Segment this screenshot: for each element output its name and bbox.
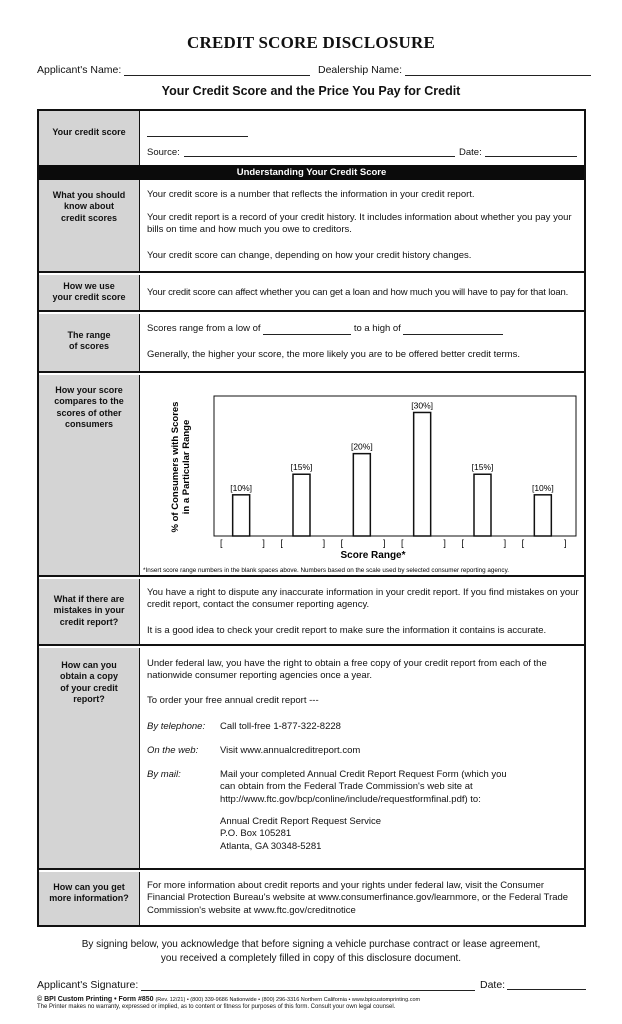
chart-ylabel-line-1: % of Consumers with Scores [170,401,181,533]
chart-tick-label-open: [ [340,538,344,548]
credit-score-field[interactable] [147,124,248,137]
chart-data-label: [20%] [350,441,373,452]
mistakes-label-cell [39,579,140,644]
dealership-name-field[interactable] [405,65,591,76]
more-info-label-cell [39,872,140,925]
know-label-cell [39,180,140,271]
applicant-name-field[interactable] [124,65,310,76]
order-telephone-label: By telephone: [147,721,206,732]
more-info-content [140,872,584,925]
disclosure-form [37,109,586,927]
score-distribution-chart [140,375,584,577]
copy-row [39,648,584,870]
chart-data-label: [10%] [531,482,554,493]
understanding-band: Understanding Your Credit Score [39,165,584,180]
chart-ylabel-line-2: in a Particular Range [181,419,192,515]
dealership-name-label: Dealership Name: [318,64,403,76]
know-content [140,180,584,271]
know-label-line: credit scores [60,212,118,223]
know-label-line: know about [64,201,114,212]
chart-footnote: *Insert score range numbers in the blank spaces above. Numbers based on the scale used by selected consumer reporting agency. [143,567,510,574]
copy-label-line: obtain a copy [59,671,118,682]
document-title: CREDIT SCORE DISCLOSURE [186,33,436,52]
order-web-label: On the web: [147,745,199,756]
chart-tick-label-close: ] [262,538,265,548]
use-content [140,275,584,310]
chart-bar [414,412,431,536]
range-high-field[interactable] [403,325,503,335]
know-paragraph-2: Your credit report is a record of your credit history. It includes information about whether you pay your bills on time and how much you owe to creditors. [147,212,572,236]
more-info-label-line: more information? [49,893,129,904]
compare-label-cell [39,375,140,575]
mail-address [220,816,580,853]
applicant-signature-field[interactable] [141,980,475,991]
chart-tick-label-close: ] [503,538,507,548]
chart-marks [220,400,567,548]
document-subtitle: Your Credit Score and the Price You Pay for Credit [161,84,461,98]
mail-address-line: Annual Credit Report Request Service [220,816,382,827]
footer-line-1 [37,996,420,1003]
copy-label-line: How can you [61,660,117,670]
footer-line-2: The Printer makes no warranty, expressed or implied, as to content or fitness for purposes of this form. Consult your own legal counsel. [37,1004,396,1010]
chart-data-label: [15%] [471,462,494,473]
chart-tick-label-close: ] [443,538,446,548]
range-label-line: of scores [68,341,110,352]
credit-score-label-cell [39,111,140,165]
mistakes-content [140,579,584,644]
copy-label-line: of your credit [60,682,118,693]
more-info-row [39,872,584,925]
chart-tick-label-open: [ [220,538,223,548]
chart-tick-label-open: [ [461,538,464,548]
score-date-label: Date: [459,147,482,158]
chart-bar [534,495,551,536]
order-mail-label: By mail: [147,769,181,780]
chart-xlabel: Score Range* [340,550,406,561]
applicant-name-row [37,64,310,76]
chart-data-label: [15%] [290,462,313,473]
mistakes-label-line: mistakes in your [53,605,125,616]
copy-label-line: report? [73,693,105,704]
order-telephone-value: Call toll-free 1-877-322-8228 [220,721,341,732]
use-label-line: How we use [63,281,115,291]
mistakes-label-line: What if there are [53,594,125,604]
compare-content [140,375,584,575]
compare-label-line: consumers [64,418,114,429]
copy-paragraph-1: Under federal law, you have the right to obtain a free copy of your credit report from each of the nationwide consumer reporting agencies once a year. [147,658,547,682]
mistakes-paragraph-1: You have a right to dispute any inaccurate information in your credit report. If you find mistakes on your credit report, contact the consumer reporting agency. [147,587,579,611]
compare-label-line: scores of other [56,407,122,418]
credit-score-row [39,111,584,165]
order-mail-value: Mail your completed Annual Credit Report Request Form (which you can obtain from the Federal Trade Commission's web site at http://www.ftc.gov/bcp/conline/include/requestformfinal.pdf) to: [220,769,507,805]
compare-row [39,375,584,577]
chart-tick-label-open: [ [521,538,525,548]
know-paragraph-1: Your credit score is a number that reflects the information in your credit report. [147,189,475,200]
applicant-signature-label: Applicant's Signature: [37,979,139,991]
order-web-value: Visit www.annualcreditreport.com [220,745,361,756]
know-row [39,180,584,273]
chart-bar [293,474,310,536]
copy-content [140,648,584,868]
credit-score-content [140,111,584,165]
chart-tick-label-close: ] [322,538,326,548]
credit-score-label: Your credit score [52,127,126,137]
signature-row [37,979,586,991]
score-date-field[interactable] [485,146,577,157]
use-label-line: your credit score [52,292,126,303]
more-info-label-line: How can you get [53,882,125,892]
range-low-field[interactable] [263,325,351,335]
applicant-name-label: Applicant's Name: [37,64,122,76]
compare-label-line: compares to the [54,396,124,407]
chart-data-label: [10%] [230,482,253,493]
chart-bar [474,474,491,536]
dealership-name-row [318,64,591,76]
range-content [140,314,584,371]
know-label-line: What you should [52,190,126,200]
know-paragraph-3: Your credit score can change, depending on how your credit history changes. [147,250,472,261]
source-label: Source: [147,147,180,158]
signature-date-label: Date: [480,979,506,991]
copy-paragraph-2: To order your free annual credit report --- [147,695,319,706]
range-label-cell [39,314,140,371]
chart-tick-label-open: [ [280,538,283,548]
range-high-text: to a high of [353,323,401,334]
mail-address-line: P.O. Box 105281 [220,828,292,840]
more-info-paragraph: For more information about credit reports and your rights under federal law, visit the Consumer Financial Protection Bureau's website at www.consumerfinance.gov/learnmore, or the Federal Trade Commission's website at www.ftc.gov/creditnotice [147,880,569,916]
use-row [39,275,584,312]
use-label-cell [39,275,140,310]
range-row [39,314,584,373]
use-paragraph-1: Your credit score can affect whether you can get a loan and how much you will have to pay for that loan. [147,287,569,298]
mail-address-line: Atlanta, GA 30348-5281 [220,840,322,852]
mistakes-paragraph-2: It is a good idea to check your credit report to make sure the information it contains is accurate. [147,625,547,636]
compare-label-line: How your score [55,385,123,395]
chart-bar [353,454,370,536]
source-field[interactable] [184,146,455,157]
range-label-line: The range [67,330,111,340]
range-low-text: Scores range from a low of [147,323,261,334]
chart-tick-label-open: [ [401,538,404,548]
acknowledgement-paragraph: By signing below, you acknowledge that before signing a vehicle purchase contract or lease agreement, you received a completely filled in copy of this disclosure document. [81,939,541,964]
range-paragraph-2: Generally, the higher your score, the more likely you are to be offered better credit terms. [147,349,520,360]
chart-tick-label-close: ] [383,538,386,548]
chart-tick-label-close: ] [564,538,567,548]
mistakes-row [39,579,584,646]
copy-label-cell [39,648,140,868]
chart-plot-frame [214,396,576,536]
footer-contact: (Rev. 12/21) • (800) 339-9686 Nationwide • (800) 296-3316 Northern California • www.bpicustomprinting.com [155,997,421,1003]
signature-date-field[interactable] [507,979,586,990]
mistakes-label-line: credit report? [59,616,119,627]
range-line-1 [147,323,580,335]
footer-form-id: © BPI Custom Printing • Form #850 [37,996,154,1003]
acknowledgement-text [0,938,622,965]
chart-data-label: [30%] [411,400,434,411]
chart-bar [233,495,250,536]
